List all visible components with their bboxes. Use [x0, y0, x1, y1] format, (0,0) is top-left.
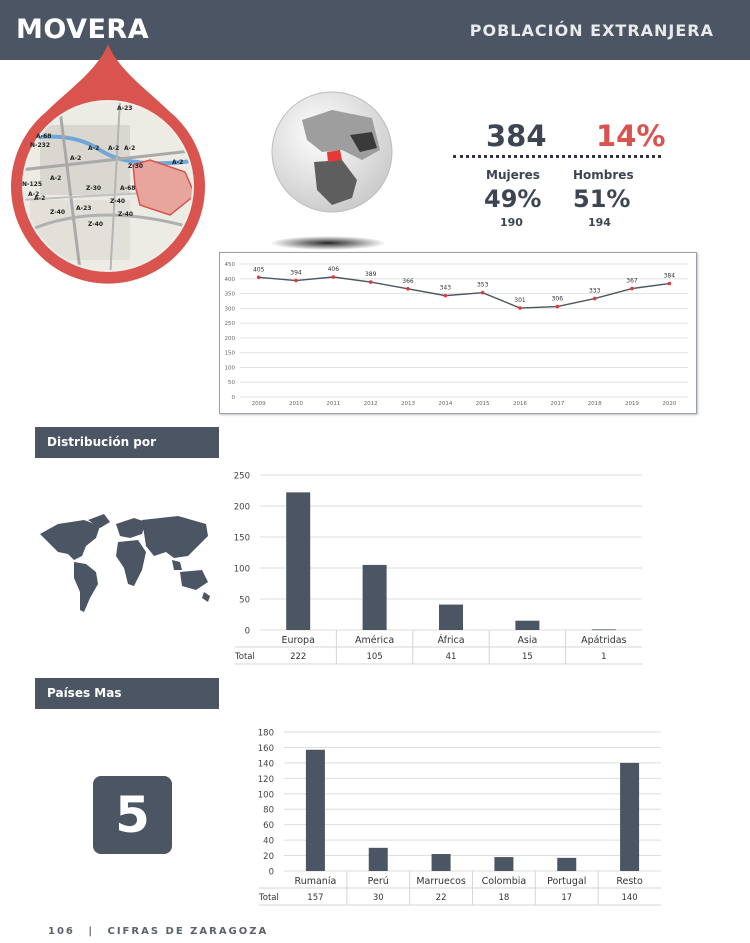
- line-chart-data-label: 333: [588, 287, 601, 295]
- bar-chart-y-tick: 120: [257, 774, 274, 785]
- bar-chart-y-tick: 20: [263, 852, 274, 863]
- bar-chart-total-value: 15: [521, 652, 533, 662]
- bar-chart-bar: [620, 763, 639, 871]
- world-map-icon: [38, 512, 216, 617]
- line-chart-y-tick: 100: [224, 365, 235, 372]
- bar-chart-category-label: Portugal: [547, 876, 587, 887]
- yearly-evolution-chart: [219, 252, 697, 414]
- bar-chart-category-label: Resto: [616, 876, 643, 887]
- bar-chart-y-tick: 50: [239, 595, 250, 606]
- line-chart-x-tick: 2019: [625, 401, 639, 407]
- bar-chart-category-label: Marruecos: [416, 876, 466, 887]
- bar-chart-y-tick: 60: [263, 821, 274, 832]
- map-road-label: A-2: [88, 145, 100, 152]
- line-chart-x-tick: 2011: [326, 401, 341, 407]
- map-road-label: A-68: [36, 133, 52, 140]
- line-chart-data-label: 306: [551, 295, 564, 303]
- line-chart-x-tick: 2010: [289, 401, 303, 407]
- map-road-label: Z-30: [128, 163, 144, 170]
- total-foreign-count: 384: [486, 119, 547, 153]
- line-chart-x-tick: 2020: [662, 401, 677, 407]
- line-chart-y-tick: 50: [228, 380, 235, 387]
- bar-chart-bar: [515, 621, 539, 630]
- bar-chart-y-tick: 150: [233, 533, 250, 544]
- page-footer: [48, 926, 268, 937]
- bar-chart-bar: [557, 858, 576, 871]
- district-title: MOVERA: [16, 14, 150, 45]
- bar-chart-category-label: Europa: [281, 635, 315, 646]
- line-chart-x-tick: 2013: [401, 401, 415, 407]
- bar-chart-y-tick: 250: [233, 471, 250, 482]
- line-chart-y-tick: 450: [224, 262, 235, 268]
- bar-chart-y-tick: 0: [268, 867, 274, 878]
- men-count: 194: [588, 216, 611, 229]
- map-road-label: Z-40: [88, 221, 104, 228]
- bar-chart-bar: [432, 854, 451, 871]
- line-chart-data-label: 389: [364, 271, 377, 279]
- bar-chart-bar: [494, 857, 513, 871]
- district-map-pin: [0, 0, 220, 290]
- bar-chart-bar: [592, 629, 616, 630]
- line-chart-data-label: 405: [252, 266, 265, 274]
- line-chart-point: [481, 291, 485, 295]
- line-chart-point: [294, 279, 298, 283]
- summary-stats: [450, 110, 665, 230]
- map-road-label: A-23: [76, 205, 92, 212]
- bar-chart-bar: [286, 492, 310, 630]
- line-chart-point: [444, 294, 448, 298]
- line-chart-point: [257, 276, 261, 280]
- dotted-divider: [453, 155, 661, 158]
- bar-chart-y-tick: 180: [257, 728, 274, 739]
- bar-chart-total-value: 105: [366, 652, 383, 662]
- foreign-percent: 14%: [596, 119, 666, 153]
- line-chart-svg: [220, 253, 696, 413]
- bar-chart-bar: [363, 565, 387, 630]
- bar-chart-total-row-label: Total: [235, 652, 255, 662]
- map-road-label: Z-40: [118, 211, 134, 218]
- men-percent: 51%: [573, 185, 631, 213]
- line-chart-y-tick: 200: [224, 335, 235, 342]
- women-percent: 49%: [484, 185, 542, 213]
- bar-chart-category-label: Perú: [367, 876, 389, 887]
- line-chart-y-tick: 250: [224, 321, 235, 328]
- line-chart-data-label: 406: [327, 266, 340, 274]
- spain-highlight: [327, 150, 342, 162]
- bar-chart-y-tick: 80: [263, 805, 274, 816]
- map-road-label: A-2: [172, 159, 184, 166]
- line-chart-y-tick: 350: [224, 291, 235, 298]
- line-chart-data-label: 367: [626, 277, 638, 285]
- bar-chart-category-label: América: [355, 635, 395, 646]
- women-count: 190: [500, 216, 523, 229]
- bar-chart-total-value: 1: [601, 652, 607, 662]
- bar-chart-total-value: 140: [621, 893, 638, 903]
- line-chart-y-tick: 0: [231, 395, 235, 401]
- map-road-label: A-68: [120, 185, 136, 192]
- line-chart-data-label: 343: [439, 284, 452, 292]
- line-chart-y-tick: 400: [224, 276, 235, 283]
- bar-chart-bar: [439, 605, 463, 630]
- bar-chart-y-tick: 100: [233, 564, 250, 575]
- countries-section-label: Países Mas Representados: [35, 678, 219, 709]
- bar-chart-y-tick: 40: [263, 836, 274, 847]
- bar-chart-category-label: África: [437, 635, 465, 646]
- map-road-label: N-125: [22, 181, 43, 188]
- bar-chart-bar: [306, 750, 325, 871]
- map-road-label: N-232: [30, 142, 51, 149]
- continent-bar-chart: [230, 465, 650, 665]
- map-road-label: Z-40: [50, 209, 66, 216]
- map-road-label: A-2: [50, 175, 62, 182]
- line-chart-point: [406, 287, 410, 291]
- line-chart-x-tick: 2009: [251, 401, 266, 407]
- line-chart-point: [518, 306, 522, 310]
- line-chart-y-tick: 150: [224, 350, 235, 357]
- map-road-label: A-2: [124, 145, 136, 152]
- bar-chart-total-row-label: Total: [259, 893, 279, 903]
- map-road-label: A-2: [70, 155, 82, 162]
- line-chart-series-line: [259, 277, 670, 308]
- bar-chart-y-tick: 140: [257, 759, 274, 770]
- map-road-label: A-23: [117, 105, 133, 112]
- line-chart-data-label: 353: [476, 281, 489, 289]
- bar-chart-total-value: 41: [445, 652, 457, 662]
- countries-count-badge: 5: [93, 776, 172, 854]
- line-chart-x-tick: 2018: [587, 401, 602, 407]
- men-label: Hombres: [573, 168, 634, 182]
- bar-chart-category-label: Rumanía: [294, 876, 337, 887]
- bar-chart-total-value: 157: [307, 893, 324, 903]
- map-road-label: A-2: [34, 195, 46, 202]
- bar-chart-y-tick: 100: [257, 790, 274, 801]
- line-chart-x-tick: 2016: [513, 401, 527, 407]
- bar-chart-bar: [369, 848, 388, 871]
- publication-name: CIFRAS DE ZARAGOZA: [107, 926, 269, 937]
- map-road-label: A-2: [108, 145, 120, 152]
- bar-chart-y-tick: 160: [257, 743, 274, 754]
- bar-chart-total-value: 30: [372, 893, 384, 903]
- line-chart-x-tick: 2014: [438, 401, 453, 407]
- globe-image: [262, 90, 402, 255]
- line-chart-data-label: 384: [663, 272, 676, 280]
- line-chart-point: [332, 275, 336, 279]
- map-road-label: Z-40: [110, 198, 126, 205]
- map-road-label: A-2: [28, 191, 40, 198]
- line-chart-point: [630, 287, 634, 291]
- map-road-label: Z-30: [86, 185, 102, 192]
- bar-chart-category-label: Colombia: [481, 876, 527, 887]
- section-title: POBLACIÓN EXTRANJERA: [469, 21, 714, 40]
- bar-chart-category-label: Apátridas: [581, 635, 627, 646]
- bar-chart-total-value: 22: [435, 893, 447, 903]
- line-chart-x-tick: 2012: [363, 401, 378, 407]
- bar-chart-total-value: 222: [290, 652, 307, 662]
- women-label: Mujeres: [486, 168, 540, 182]
- bar-chart-total-value: 18: [498, 893, 510, 903]
- page-number: 106: [48, 926, 75, 937]
- bar-chart-y-tick: 0: [244, 626, 250, 637]
- line-chart-point: [556, 305, 560, 309]
- line-chart-point: [369, 280, 373, 284]
- line-chart-data-label: 394: [290, 269, 302, 277]
- line-chart-point: [668, 282, 672, 286]
- bar-chart-total-value: 17: [561, 893, 573, 903]
- footer-separator: |: [88, 926, 95, 937]
- line-chart-y-tick: 300: [224, 306, 235, 313]
- bar-chart-category-label: Asia: [517, 635, 538, 646]
- line-chart-point: [593, 297, 597, 301]
- countries-bar-chart: [256, 722, 666, 907]
- line-chart-x-tick: 2015: [475, 401, 490, 407]
- line-chart-data-label: 301: [514, 297, 526, 305]
- line-chart-x-tick: 2017: [550, 401, 565, 407]
- bar-chart-y-tick: 200: [233, 502, 250, 513]
- line-chart-data-label: 366: [402, 277, 414, 285]
- continent-section-label: Distribución por Continente: [35, 427, 219, 458]
